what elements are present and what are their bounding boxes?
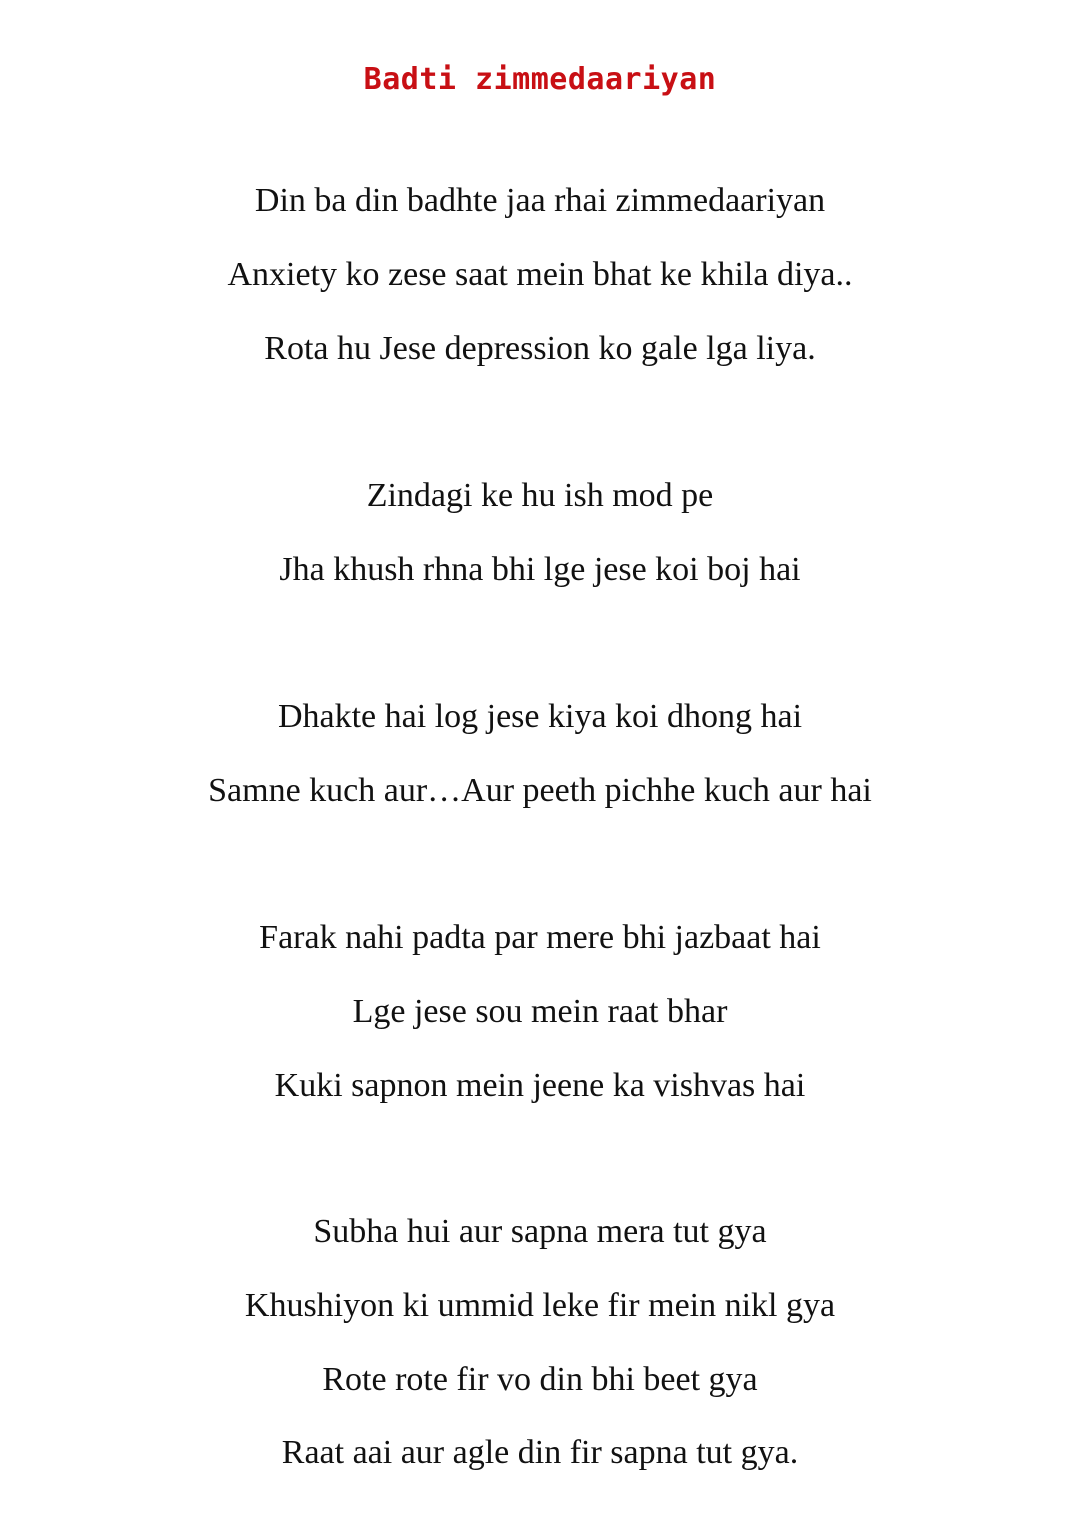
- stanza-1-line-2: Anxiety ko zese saat mein bhat ke khila diya..: [227, 256, 853, 293]
- stanza-4-line-3: Kuki sapnon mein jeene ka vishvas hai: [274, 1067, 806, 1104]
- stanza-1-line-1: Din ba din badhte jaa rhai zimmedaariyan: [254, 182, 826, 219]
- stanza-5-line-2: Khushiyon ki ummid leke fir mein nikl gya: [244, 1287, 836, 1324]
- stanza-1-line-3: Rota hu Jese depression ko gale lga liya.: [264, 330, 816, 367]
- stanza-2-line-2: Jha khush rhna bhi lge jese koi boj hai: [279, 551, 801, 588]
- stanza-4-line-1: Farak nahi padta par mere bhi jazbaat hai: [259, 919, 821, 956]
- stanza-4-line-2: Lge jese sou mein raat bhar: [352, 993, 728, 1030]
- stanza-3-line-1: Dhakte hai log jese kiya koi dhong hai: [277, 698, 803, 735]
- stanza-3-line-2: Samne kuch aur…Aur peeth pichhe kuch aur hai: [208, 772, 872, 809]
- stanza-2-line-1: Zindagi ke hu ish mod pe: [366, 477, 714, 514]
- stanza-5-line-1: Subha hui aur sapna mera tut gya: [313, 1213, 767, 1250]
- stanza-5-line-4: Raat aai aur agle din fir sapna tut gya.: [281, 1434, 799, 1471]
- stanza-5-line-3: Rote rote fir vo din bhi beet gya: [322, 1361, 758, 1398]
- poem-title: Badti zimmedaariyan: [363, 62, 717, 97]
